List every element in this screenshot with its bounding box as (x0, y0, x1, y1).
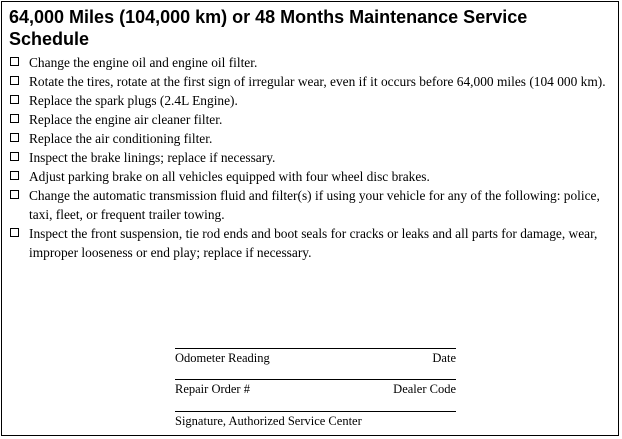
checkbox-icon[interactable] (10, 57, 19, 66)
checkbox-icon[interactable] (10, 190, 19, 199)
checkbox-icon[interactable] (10, 95, 19, 104)
checkbox-icon[interactable] (10, 228, 19, 237)
odometer-reading-label: Odometer Reading (175, 351, 270, 365)
checklist-item-text: Inspect the front suspension, tie rod ends and boot seals for cracks or leaks and all parts for damage, wear, improper looseness or end play; replace if necessary. (29, 226, 598, 260)
service-checklist (9, 53, 615, 262)
signature-line[interactable] (175, 411, 456, 428)
repair-order-line[interactable] (175, 379, 456, 396)
checklist-item-text: Rotate the tires, rotate at the first sign of irregular wear, even if it occurs before 64,000 miles (104 000 km). (29, 74, 606, 89)
checklist-item (9, 224, 615, 262)
signature-label: Signature, Authorized Service Center (175, 414, 362, 428)
repair-order-label: Repair Order # (175, 382, 250, 396)
checklist-item (9, 167, 615, 186)
date-label: Date (432, 351, 456, 365)
checklist-item (9, 186, 615, 224)
checklist-item (9, 110, 615, 129)
schedule-frame (1, 1, 619, 436)
checklist-item-text: Adjust parking brake on all vehicles equipped with four wheel disc brakes. (29, 169, 430, 184)
checkbox-icon[interactable] (10, 152, 19, 161)
checklist-item (9, 91, 615, 110)
checkbox-icon[interactable] (10, 171, 19, 180)
checklist-item (9, 53, 615, 72)
checklist-item-text: Replace the engine air cleaner filter. (29, 112, 223, 127)
checklist-item (9, 148, 615, 167)
checklist-item-text: Inspect the brake linings; replace if necessary. (29, 150, 276, 165)
odometer-date-line[interactable] (175, 348, 456, 365)
checklist-item-text: Replace the air conditioning filter. (29, 131, 213, 146)
checklist-item (9, 129, 615, 148)
schedule-title: 64,000 Miles (104,000 km) or 48 Months Maintenance Service Schedule (9, 7, 528, 49)
checkbox-icon[interactable] (10, 76, 19, 85)
checkbox-icon[interactable] (10, 114, 19, 123)
dealer-code-label: Dealer Code (393, 382, 456, 396)
checklist-item-text: Replace the spark plugs (2.4L Engine). (29, 93, 238, 108)
checklist-item (9, 72, 615, 91)
checklist-item-text: Change the engine oil and engine oil filter. (29, 55, 258, 70)
checkbox-icon[interactable] (10, 133, 19, 142)
checklist-item-text: Change the automatic transmission fluid and filter(s) if using your vehicle for any of the following: police, taxi, fleet, or frequent trailer towing. (29, 188, 600, 222)
